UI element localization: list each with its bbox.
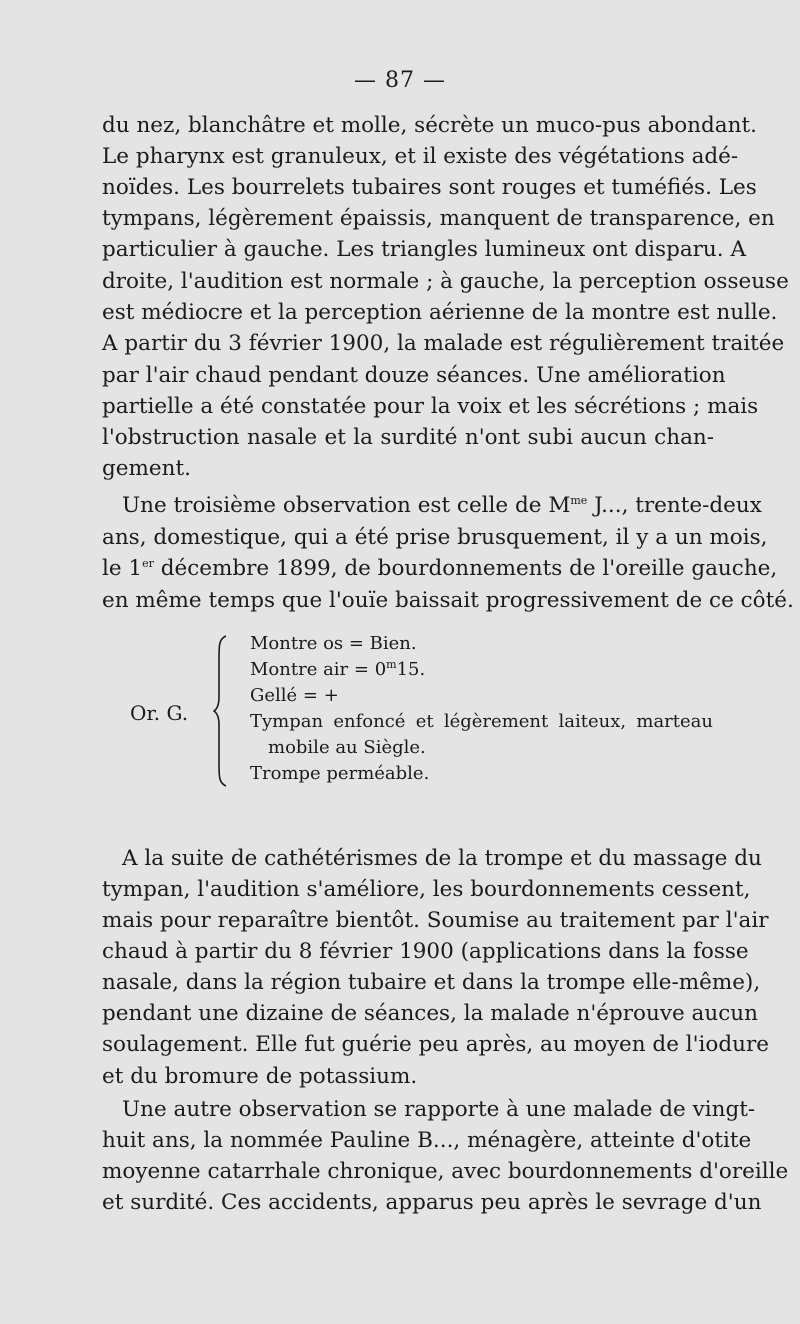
text-line bbox=[102, 553, 778, 584]
text-line: et surdité. Ces accidents, apparus peu après le sevrage d'un bbox=[102, 1190, 762, 1215]
text-line: pendant une dizaine de séances, la malade n'éprouve aucun bbox=[102, 1001, 758, 1026]
superscript: me bbox=[570, 493, 588, 507]
text-line: nasale, dans la région tubaire et dans la trompe elle-même), bbox=[102, 970, 761, 995]
text-span: décembre 1899, de bourdonnements de l'oreille gauche, bbox=[153, 556, 778, 581]
finding-tympan: Tympan enfoncé et légèrement laiteux, marteau bbox=[250, 711, 713, 732]
exam-findings-block bbox=[118, 625, 718, 795]
text-span: J..., trente-deux bbox=[587, 493, 762, 518]
text-line: A partir du 3 février 1900, la malade est régulièrement traitée bbox=[102, 331, 785, 356]
text-line: soulagement. Elle fut guérie peu après, au moyen de l'iodure bbox=[102, 1032, 769, 1057]
superscript: er bbox=[142, 556, 154, 570]
text-line: tympan, l'audition s'améliore, les bourdonnements cessent, bbox=[102, 877, 751, 902]
text-line: Une autre observation se rapporte à une malade de vingt- bbox=[122, 1097, 756, 1122]
text-span: 15. bbox=[396, 659, 426, 680]
curly-brace-icon bbox=[213, 635, 229, 787]
text-line: particulier à gauche. Les triangles lumineux ont disparu. A bbox=[102, 237, 746, 262]
text-line: tympans, légèrement épaissis, manquent de transparence, en bbox=[102, 206, 775, 231]
text-line: partielle a été constatée pour la voix et les sécrétions ; mais bbox=[102, 394, 759, 419]
text-line: en même temps que l'ouïe baissait progressivement de ce côté. bbox=[102, 588, 794, 613]
text-line: moyenne catarrhale chronique, avec bourdonnements d'oreille bbox=[102, 1159, 789, 1184]
ear-label: Or. G. bbox=[130, 701, 189, 725]
finding-montre-os: Montre os = Bien. bbox=[250, 633, 417, 654]
text-span: Montre air = 0 bbox=[250, 659, 387, 680]
superscript: m bbox=[386, 658, 397, 671]
text-line: ans, domestique, qui a été prise brusquement, il y a un mois, bbox=[102, 525, 768, 550]
finding-tympan-cont: mobile au Siègle. bbox=[268, 737, 426, 758]
finding-trompe: Trompe perméable. bbox=[250, 763, 430, 784]
text-line: noïdes. Les bourrelets tubaires sont rouges et tuméfiés. Les bbox=[102, 175, 757, 200]
text-line: chaud à partir du 8 février 1900 (applications dans la fosse bbox=[102, 939, 749, 964]
text-line: Le pharynx est granuleux, et il existe des végétations adé- bbox=[102, 144, 739, 169]
finding-gelle: Gellé = + bbox=[250, 685, 339, 706]
text-line: du nez, blanchâtre et molle, sécrète un muco-pus abondant. bbox=[102, 113, 757, 138]
text-line: est médiocre et la perception aérienne de la montre est nulle. bbox=[102, 300, 778, 325]
text-line: et du bromure de potassium. bbox=[102, 1064, 418, 1089]
finding-montre-air bbox=[250, 657, 425, 683]
text-line: gement. bbox=[102, 456, 191, 481]
text-line: huit ans, la nommée Pauline B..., ménagère, atteinte d'otite bbox=[102, 1128, 752, 1153]
text-line: l'obstruction nasale et la surdité n'ont subi aucun chan- bbox=[102, 425, 714, 450]
text-line: A la suite de cathétérismes de la trompe et du massage du bbox=[122, 846, 762, 871]
page-number: — 87 — bbox=[354, 68, 446, 93]
text-line: par l'air chaud pendant douze séances. Une amélioration bbox=[102, 363, 726, 388]
text-line bbox=[122, 490, 762, 521]
text-span: le 1 bbox=[102, 556, 143, 581]
text-line: droite, l'audition est normale ; à gauche, la perception osseuse bbox=[102, 269, 789, 294]
text-span: Une troisième observation est celle de M bbox=[122, 493, 571, 518]
text-line: mais pour reparaître bientôt. Soumise au traitement par l'air bbox=[102, 908, 769, 933]
